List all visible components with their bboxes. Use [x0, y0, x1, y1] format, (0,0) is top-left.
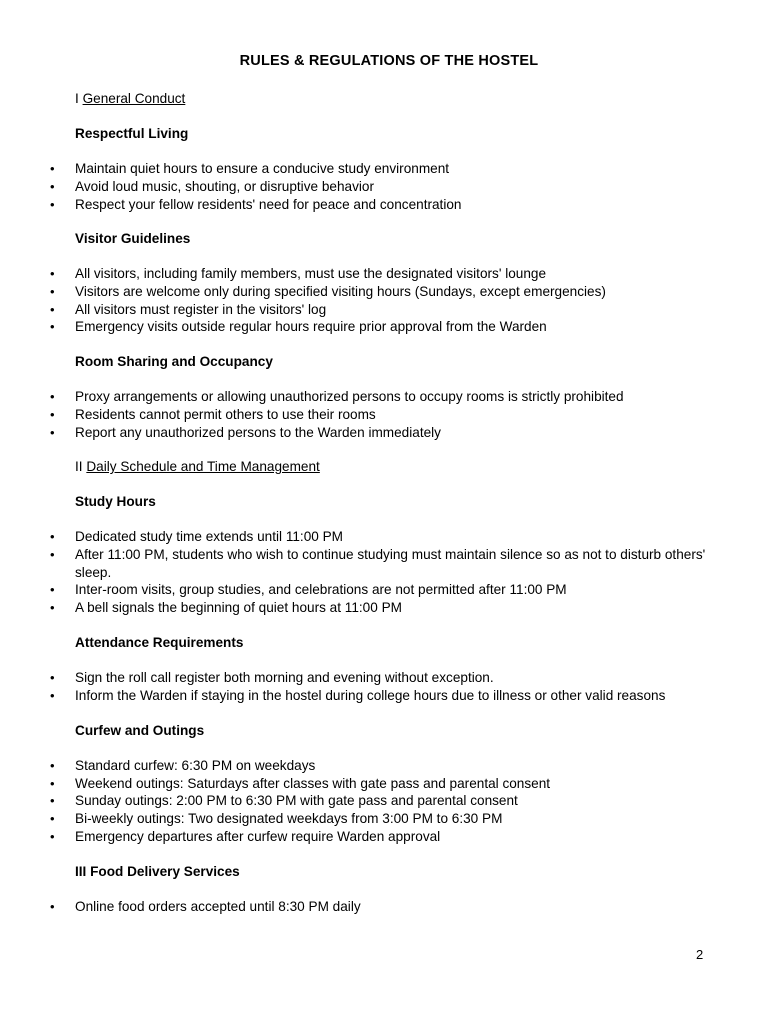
section-heading-2 [75, 458, 320, 476]
section-title: Daily Schedule and Time Management [86, 459, 320, 474]
list-item: All visitors must register in the visitors' log [75, 302, 327, 317]
list-item: Emergency departures after curfew require Warden approval [75, 829, 441, 844]
subsection-heading: Curfew and Outings [75, 723, 205, 738]
list-item: Bi-weekly outings: Two designated weekdays from 3:00 PM to 6:30 PM [75, 811, 503, 826]
subsection-heading: Room Sharing and Occupancy [75, 354, 273, 369]
list-item: Weekend outings: Saturdays after classes with gate pass and parental consent [75, 776, 551, 791]
list-item: Proxy arrangements or allowing unauthorized persons to occupy rooms is strictly prohibited [75, 389, 624, 404]
list-item: Emergency visits outside regular hours require prior approval from the Warden [75, 319, 547, 334]
page-number: 2 [696, 947, 704, 962]
bullet-icon: • [50, 197, 55, 212]
section-numeral: II [75, 459, 83, 474]
list-item: Dedicated study time extends until 11:00 PM [75, 529, 343, 544]
list-item: Report any unauthorized persons to the Warden immediately [75, 425, 441, 440]
bullet-icon: • [50, 425, 55, 440]
bullet-icon: • [50, 529, 55, 544]
section-heading-3 [75, 863, 240, 881]
list-item: Sunday outings: 2:00 PM to 6:30 PM with gate pass and parental consent [75, 793, 518, 808]
bullet-icon: • [50, 179, 55, 194]
bullet-icon: • [50, 670, 55, 685]
bullet-icon: • [50, 284, 55, 299]
list-item: After 11:00 PM, students who wish to continue studying must maintain silence so as not to disturb others' sleep. [75, 547, 706, 580]
list-item: Inform the Warden if staying in the hostel during college hours due to illness or other valid reasons [75, 688, 666, 703]
section-title: General Conduct [82, 91, 186, 106]
list-item: Visitors are welcome only during specified visiting hours (Sundays, except emergencies) [75, 284, 606, 299]
section-numeral: I [75, 91, 79, 106]
bullet-icon: • [50, 829, 55, 844]
list-item: Standard curfew: 6:30 PM on weekdays [75, 758, 316, 773]
list-item: Residents cannot permit others to use their rooms [75, 407, 376, 422]
subsection-heading: Study Hours [75, 494, 156, 509]
bullet-icon: • [50, 319, 55, 334]
bullet-icon: • [50, 161, 55, 176]
bullet-icon: • [50, 547, 55, 562]
list-item: Avoid loud music, shouting, or disruptive behavior [75, 179, 374, 194]
section-title: Food Delivery Services [90, 864, 240, 879]
bullet-icon: • [50, 389, 55, 404]
bullet-icon: • [50, 776, 55, 791]
bullet-icon: • [50, 899, 55, 914]
subsection-heading: Visitor Guidelines [75, 231, 191, 246]
page-title: RULES & REGULATIONS OF THE HOSTEL [239, 53, 539, 69]
bullet-icon: • [50, 407, 55, 422]
bullet-icon: • [50, 582, 55, 597]
list-item: Maintain quiet hours to ensure a conducive study environment [75, 161, 450, 176]
bullet-icon: • [50, 600, 55, 615]
subsection-heading: Attendance Requirements [75, 635, 244, 650]
list-item: Sign the roll call register both morning and evening without exception. [75, 670, 494, 685]
bullet-icon: • [50, 793, 55, 808]
bullet-icon: • [50, 758, 55, 773]
section-heading-1 [75, 90, 185, 108]
bullet-icon: • [50, 688, 55, 703]
bullet-icon: • [50, 266, 55, 281]
bullet-icon: • [50, 302, 55, 317]
bullet-icon: • [50, 811, 55, 826]
section-numeral: III [75, 864, 87, 879]
subsection-heading: Respectful Living [75, 126, 189, 141]
list-item: Inter-room visits, group studies, and celebrations are not permitted after 11:00 PM [75, 582, 567, 597]
list-item: All visitors, including family members, must use the designated visitors' lounge [75, 266, 547, 281]
list-item: Respect your fellow residents' need for peace and concentration [75, 197, 462, 212]
list-item: Online food orders accepted until 8:30 PM daily [75, 899, 361, 914]
list-item: A bell signals the beginning of quiet hours at 11:00 PM [75, 600, 402, 615]
